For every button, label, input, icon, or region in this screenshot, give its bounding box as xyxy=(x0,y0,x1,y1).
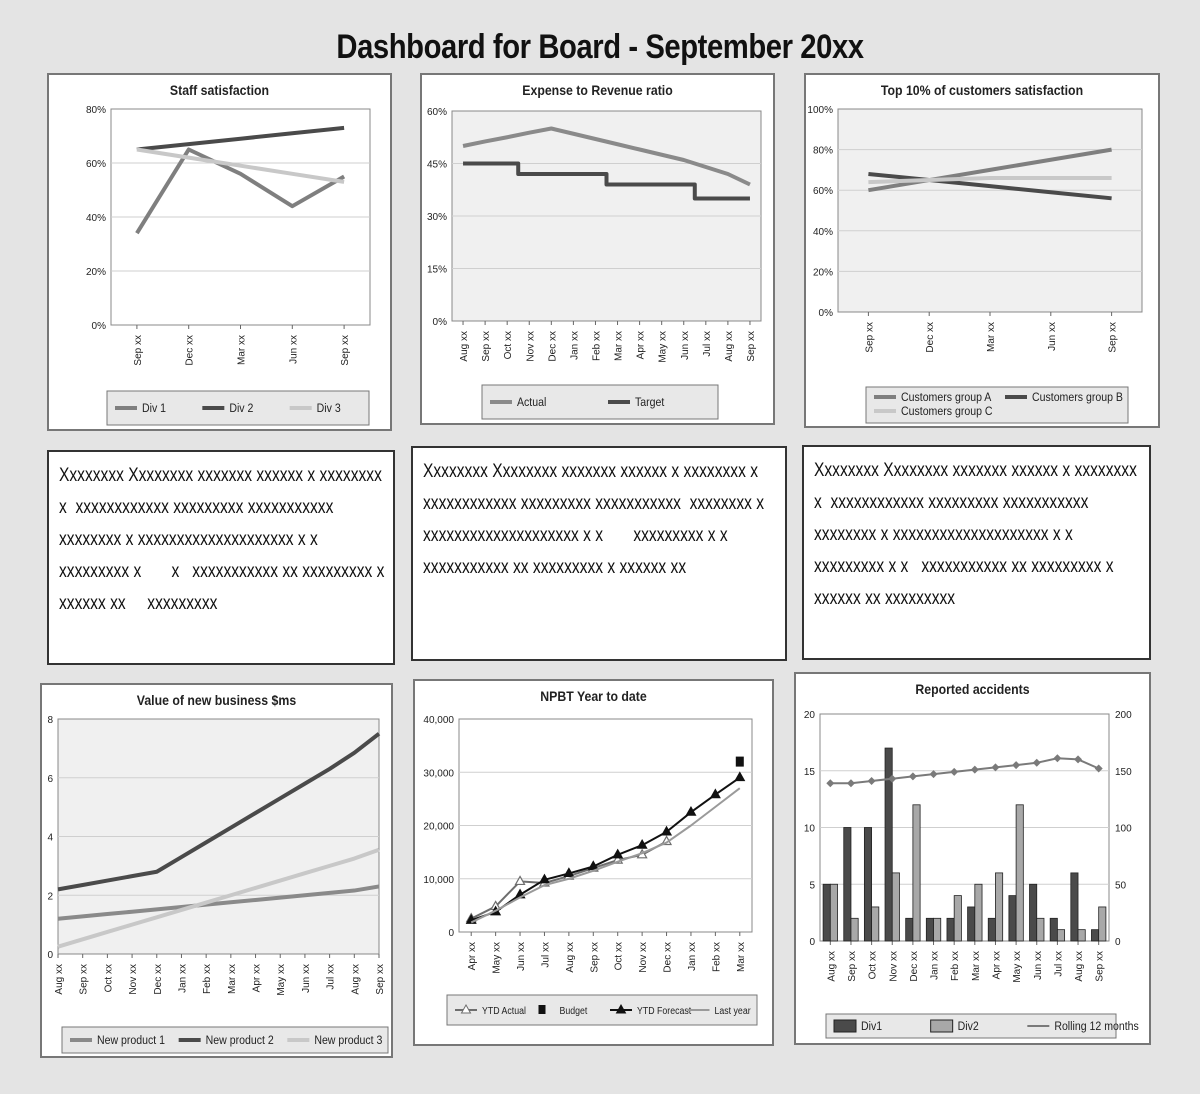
expense-svg xyxy=(422,75,773,423)
x-tick-label: Mar xx xyxy=(986,322,997,352)
y-tick-label: 20% xyxy=(812,267,833,279)
bar-div1 xyxy=(988,918,995,941)
y-tick-label: 5 xyxy=(809,880,815,892)
staff-satisfaction-chart xyxy=(47,73,392,431)
x-tick-label: May xx xyxy=(276,964,288,996)
y-tick-label: 15% xyxy=(426,264,447,276)
legend-label-rolling-12-months: Rolling 12 months xyxy=(1054,1020,1139,1034)
y-tick-label: 40% xyxy=(85,213,106,224)
x-tick-label: Aug xx xyxy=(350,964,362,995)
legend-label-target: Target xyxy=(635,396,665,410)
x-tick-label: Feb xx xyxy=(202,964,214,995)
bar-div1 xyxy=(926,918,933,941)
staff-svg xyxy=(49,75,390,429)
x-tick-label: May xx xyxy=(657,331,669,363)
x-tick-label: Sep xx xyxy=(375,964,386,995)
legend-label-ytd-actual: YTD Actual xyxy=(482,1004,526,1017)
x-tick-label: Aug xx xyxy=(1074,951,1086,982)
y-tick-label: 80% xyxy=(85,105,106,116)
x-tick-label: Aug xx xyxy=(826,951,838,982)
legend-label-new-product-2: New product 2 xyxy=(205,1034,274,1048)
new-business-chart xyxy=(40,683,393,1058)
x-tick-label: Dec xx xyxy=(152,964,164,995)
bar-div1 xyxy=(1050,918,1057,941)
customer-satisfaction-chart xyxy=(804,73,1160,428)
x-tick-label: Jul xx xyxy=(325,964,337,990)
x-tick-label: Oct xx xyxy=(103,964,115,993)
bar-div1 xyxy=(844,828,851,942)
bar-div1 xyxy=(864,828,871,942)
y-tick-label: 15 xyxy=(803,766,815,778)
x-tick-label: Aug xx xyxy=(564,942,576,973)
x-tick-label: Jan xx xyxy=(177,964,189,993)
commentary-text-3: Xxxxxxxx Xxxxxxxx xxxxxxx xxxxxx x xxxxxxxx x xxxxxxxxxxxx xxxxxxxxx xxxxxxxxxxx xxxxxxxx x xxxxxxxxxxxxxxxxxxxx x x xxxxxxxxx x x xxxxxxxxxxx xx xxxxxxxxx x xxxxxx xx xxxxxxxxx xyxy=(814,460,1142,609)
y2-tick-label: 100 xyxy=(1115,823,1132,835)
y2-tick-label: 150 xyxy=(1115,766,1132,778)
bar-div1 xyxy=(968,907,975,941)
x-tick-label: Sep xx xyxy=(340,335,352,366)
y-tick-label: 60% xyxy=(812,186,833,198)
x-tick-label: Jun xx xyxy=(516,942,528,971)
legend-label-new-product-3: New product 3 xyxy=(314,1034,383,1048)
bar-div2 xyxy=(954,896,961,941)
bar-div1 xyxy=(1030,884,1037,941)
x-tick-label: Jun xx xyxy=(1046,322,1058,351)
bar-div1 xyxy=(823,884,830,941)
y-tick-label: 30,000 xyxy=(423,768,454,780)
customers-svg xyxy=(806,75,1158,426)
legend-label-last-year: Last year xyxy=(714,1004,751,1017)
x-tick-label: Sep xx xyxy=(846,951,858,982)
y-tick-label: 0 xyxy=(448,928,454,939)
bar-div2 xyxy=(851,918,858,941)
x-tick-label: Mar xx xyxy=(970,951,982,981)
legend-label-div-2: Div 2 xyxy=(229,402,254,416)
bar-div1 xyxy=(1009,896,1016,941)
y-tick-label: 8 xyxy=(47,715,53,726)
chart-title: Expense to Revenue ratio xyxy=(522,82,673,99)
x-tick-label: Jan xx xyxy=(569,331,581,360)
x-tick-label: Jun xx xyxy=(1032,951,1044,980)
x-tick-label: Sep xx xyxy=(132,335,144,366)
x-tick-label: Apr xx xyxy=(991,951,1003,980)
y-tick-label: 80% xyxy=(812,145,833,157)
bar-div2 xyxy=(1078,930,1085,941)
y-tick-label: 20% xyxy=(85,267,106,278)
npbt-svg xyxy=(415,681,772,1044)
x-tick-label: Aug xx xyxy=(54,964,65,995)
bar-div2 xyxy=(1037,918,1044,941)
legend-label-div2: Div2 xyxy=(957,1020,979,1034)
y2-tick-label: 0 xyxy=(1115,937,1121,948)
bar-div2 xyxy=(934,918,941,941)
x-tick-label: Nov xx xyxy=(888,951,900,982)
x-tick-label: Mar xx xyxy=(735,942,747,972)
x-tick-label: Sep xx xyxy=(78,964,90,995)
y-tick-label: 100% xyxy=(807,105,833,116)
x-tick-label: Feb xx xyxy=(950,951,962,982)
legend-label-div1: Div1 xyxy=(861,1020,883,1034)
x-tick-label: Dec xx xyxy=(547,331,559,362)
commentary-box-1 xyxy=(47,450,395,665)
legend-swatch-budget xyxy=(539,1005,546,1014)
x-tick-label: Jul xx xyxy=(701,331,713,357)
legend-label-customers-group-c: Customers group C xyxy=(901,405,993,419)
x-tick-label: Jul xx xyxy=(1053,951,1065,977)
y-tick-label: 30% xyxy=(426,212,447,223)
x-tick-label: Aug xx xyxy=(459,331,471,362)
x-tick-label: Jan xx xyxy=(929,951,941,980)
y2-tick-label: 50 xyxy=(1115,880,1127,892)
chart-title: Reported accidents xyxy=(915,681,1030,698)
commentary-text-1: Xxxxxxxx Xxxxxxxx xxxxxxx xxxxxx x xxxxxxxx x xxxxxxxxxxxx xxxxxxxxx xxxxxxxxxxx xxxxxxxx x xxxxxxxxxxxxxxxxxxxx x x xxxxxxxxx x x xxxxxxxxxxx xx xxxxxxxxx x xxxxxx xx xxxxxxxxx xyxy=(59,465,389,614)
x-tick-label: Mar xx xyxy=(613,331,625,361)
x-tick-label: Jun xx xyxy=(300,964,312,993)
x-tick-label: Jun xx xyxy=(288,335,300,364)
legend-label-customers-group-a: Customers group A xyxy=(901,391,992,405)
bar-div2 xyxy=(830,884,837,941)
y-tick-label: 0 xyxy=(809,937,815,948)
bar-div2 xyxy=(1057,930,1064,941)
x-tick-label: Nov xx xyxy=(128,964,140,995)
x-tick-label: May xx xyxy=(491,942,503,974)
x-tick-label: Sep xx xyxy=(589,942,601,973)
x-tick-label: Nov xx xyxy=(638,942,650,973)
accidents-svg xyxy=(796,674,1149,1043)
y-tick-label: 10 xyxy=(803,823,815,835)
x-tick-label: Apr xx xyxy=(467,942,479,971)
x-tick-label: Apr xx xyxy=(251,964,263,993)
legend-swatch-div1 xyxy=(834,1020,856,1032)
x-tick-label: Dec xx xyxy=(925,322,937,353)
bar-div2 xyxy=(913,805,920,941)
legend-label-ytd-forecast: YTD Forecast xyxy=(637,1004,692,1017)
y-tick-label: 60% xyxy=(85,159,106,170)
y-tick-label: 40,000 xyxy=(423,715,454,726)
x-tick-label: Dec xx xyxy=(908,951,920,982)
x-tick-label: Dec xx xyxy=(184,335,196,366)
x-tick-label: Oct xx xyxy=(867,951,879,980)
chart-title: Staff satisfaction xyxy=(169,82,270,99)
bar-div1 xyxy=(1091,930,1098,941)
plot-area xyxy=(838,109,1142,312)
expense-revenue-chart xyxy=(420,73,775,425)
x-tick-label: Oct xx xyxy=(613,942,625,971)
y-tick-label: 40% xyxy=(812,226,833,238)
legend-label-div-1: Div 1 xyxy=(142,402,167,416)
y-tick-label: 4 xyxy=(47,832,53,844)
x-tick-label: Jul xx xyxy=(540,942,552,968)
y2-tick-label: 200 xyxy=(1115,710,1132,721)
legend-swatch-div2 xyxy=(931,1020,953,1032)
npbt-chart xyxy=(413,679,774,1046)
y-tick-label: 6 xyxy=(47,773,53,785)
bar-div2 xyxy=(1016,805,1023,941)
legend-label-customers-group-b: Customers group B xyxy=(1032,391,1123,405)
x-tick-label: Sep xx xyxy=(864,322,876,353)
commentary-text-2: Xxxxxxxx Xxxxxxxx xxxxxxx xxxxxx x xxxxxxxx x xxxxxxxxxxxx xxxxxxxxx xxxxxxxxxxx xxxxxxxx x xxxxxxxxxxxxxxxxxxxx x x xxxxxxxxx x x xxxxxxxxxxx xx xxxxxxxxx x xxxxxx xx xyxy=(423,461,769,578)
newbiz-svg xyxy=(42,685,391,1056)
legend-label-actual: Actual xyxy=(517,396,547,410)
chart-title: Value of new business $ms xyxy=(136,692,297,709)
legend-label-new-product-1: New product 1 xyxy=(97,1034,166,1048)
y-tick-label: 0% xyxy=(91,321,106,332)
y-tick-label: 60% xyxy=(426,107,447,118)
y-tick-label: 20 xyxy=(803,710,815,721)
x-tick-label: May xx xyxy=(1012,951,1024,983)
y-tick-label: 0 xyxy=(47,950,53,961)
x-tick-label: Sep xx xyxy=(745,331,757,362)
legend-label-budget: Budget xyxy=(559,1004,588,1017)
y-tick-label: 10,000 xyxy=(423,874,454,886)
x-tick-label: Oct xx xyxy=(503,331,515,360)
bar-div1 xyxy=(947,918,954,941)
x-tick-label: Dec xx xyxy=(662,942,674,973)
chart-title: Top 10% of customers satisfaction xyxy=(880,82,1084,99)
chart-title: NPBT Year to date xyxy=(540,688,647,705)
bar-div1 xyxy=(906,918,913,941)
x-tick-label: Feb xx xyxy=(711,942,723,973)
bar-div2 xyxy=(995,873,1002,941)
bar-div2 xyxy=(892,873,899,941)
y-tick-label: 0% xyxy=(432,317,447,328)
commentary-box-3 xyxy=(802,445,1151,660)
bar-div2 xyxy=(872,907,879,941)
bar-div2 xyxy=(975,884,982,941)
page-title: Dashboard for Board - September 20xx xyxy=(336,28,864,66)
x-tick-label: Sep xx xyxy=(1107,322,1119,353)
legend-label-div-3: Div 3 xyxy=(316,402,341,416)
y-tick-label: 2 xyxy=(47,891,53,903)
bar-div2 xyxy=(1099,907,1106,941)
y-tick-label: 0% xyxy=(818,308,833,319)
x-tick-label: Apr xx xyxy=(635,331,647,360)
point-budget xyxy=(736,757,744,767)
x-tick-label: Aug xx xyxy=(723,331,735,362)
x-tick-label: Mar xx xyxy=(236,335,248,365)
x-tick-label: Sep xx xyxy=(1094,951,1106,982)
x-tick-label: Nov xx xyxy=(525,331,537,362)
x-tick-label: Sep xx xyxy=(481,331,493,362)
x-tick-label: Jun xx xyxy=(679,331,691,360)
y-tick-label: 20,000 xyxy=(423,821,454,833)
x-tick-label: Mar xx xyxy=(226,964,238,994)
x-tick-label: Feb xx xyxy=(591,331,603,362)
bar-div1 xyxy=(1071,873,1078,941)
x-tick-label: Jan xx xyxy=(686,942,698,971)
y-tick-label: 45% xyxy=(426,159,447,171)
reported-accidents-chart xyxy=(794,672,1151,1045)
commentary-box-2 xyxy=(411,446,787,661)
